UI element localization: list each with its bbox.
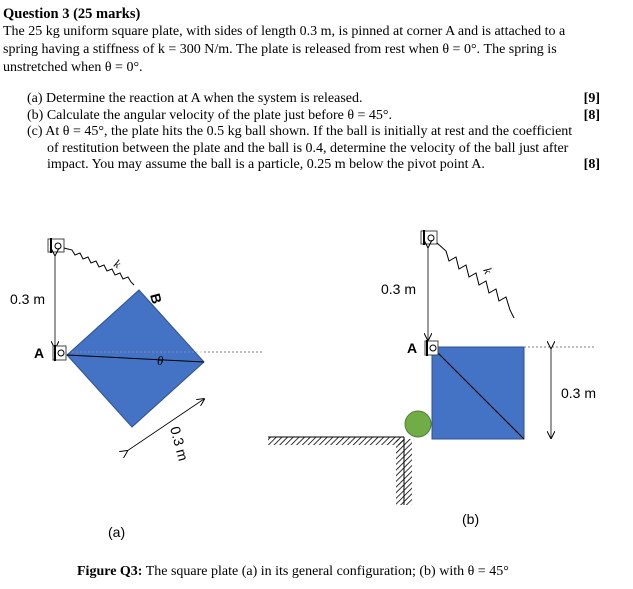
- figure-caption: [77, 564, 509, 580]
- top-support-b: [421, 230, 437, 245]
- part-c-text-1: (c) At θ = 45°, the plate hits the 0.5 kg ball shown. If the ball is initially at rest and the coefficient: [27, 124, 573, 139]
- part-a-marks: [9]: [583, 91, 600, 106]
- part-b-text: (b) Calculate the angular velocity of the plate just before θ = 45°.: [27, 107, 393, 123]
- spring-a: [64, 248, 134, 285]
- spring-label-b: k: [480, 265, 496, 277]
- question-heading: Question 3 (25 marks): [3, 6, 141, 22]
- ball: [405, 411, 431, 437]
- dim-label-side-a: 0.3 m: [167, 424, 192, 463]
- spring-b: [437, 243, 514, 318]
- intro-line-2: spring having a stiffness of k = 300 N/m. The plate is released from rest when θ = 0°. The spring is: [3, 42, 557, 57]
- dim-label-vertical-b: 0.3 m: [381, 281, 417, 297]
- pin-support-a: [53, 345, 66, 361]
- part-c: [27, 124, 600, 174]
- part-b: [27, 108, 600, 125]
- part-c-text-3: impact. You may assume the ball is a particle, 0.25 m below the pivot point A.: [47, 157, 485, 172]
- point-a-label-b: A: [407, 340, 418, 356]
- spring-label-a: k: [111, 256, 124, 272]
- sub-label-b: (b): [462, 511, 480, 527]
- part-a-text: (a) Determine the reaction at A when the system is released.: [27, 91, 363, 106]
- caption-text: The square plate (a) in its general configuration; (b) with θ = 45°: [142, 564, 509, 579]
- point-b-label: B: [147, 291, 166, 306]
- part-c-marks: [8]: [583, 157, 600, 172]
- figure-q3: [0, 215, 633, 565]
- part-b-marks: [8]: [583, 107, 600, 123]
- intro-line-3: unstretched when θ = 0°.: [3, 60, 143, 75]
- top-support-a: [48, 238, 64, 253]
- figure-b: [268, 230, 596, 527]
- sub-label-a: (a): [108, 524, 126, 540]
- figure-a: [10, 238, 262, 540]
- question-intro: [3, 23, 613, 77]
- point-a-label-a: A: [34, 345, 45, 361]
- dim-label-side-b: 0.3 m: [561, 385, 597, 401]
- dim-label-vertical-a: 0.3 m: [10, 291, 46, 307]
- angle-label-a: θ: [157, 353, 164, 368]
- pin-support-b: [425, 340, 438, 356]
- part-a: [27, 91, 600, 108]
- question-parts: [27, 91, 600, 174]
- ground-hatch: [268, 437, 404, 445]
- part-c-text-2: of restitution between the plate and the ball is 0.4, determine the velocity of the ball just after: [47, 140, 569, 156]
- caption-bold: Figure Q3:: [77, 564, 143, 579]
- intro-line-1: The 25 kg uniform square plate, with sides of length 0.3 m, is pinned at corner A and is attached to a: [3, 24, 566, 39]
